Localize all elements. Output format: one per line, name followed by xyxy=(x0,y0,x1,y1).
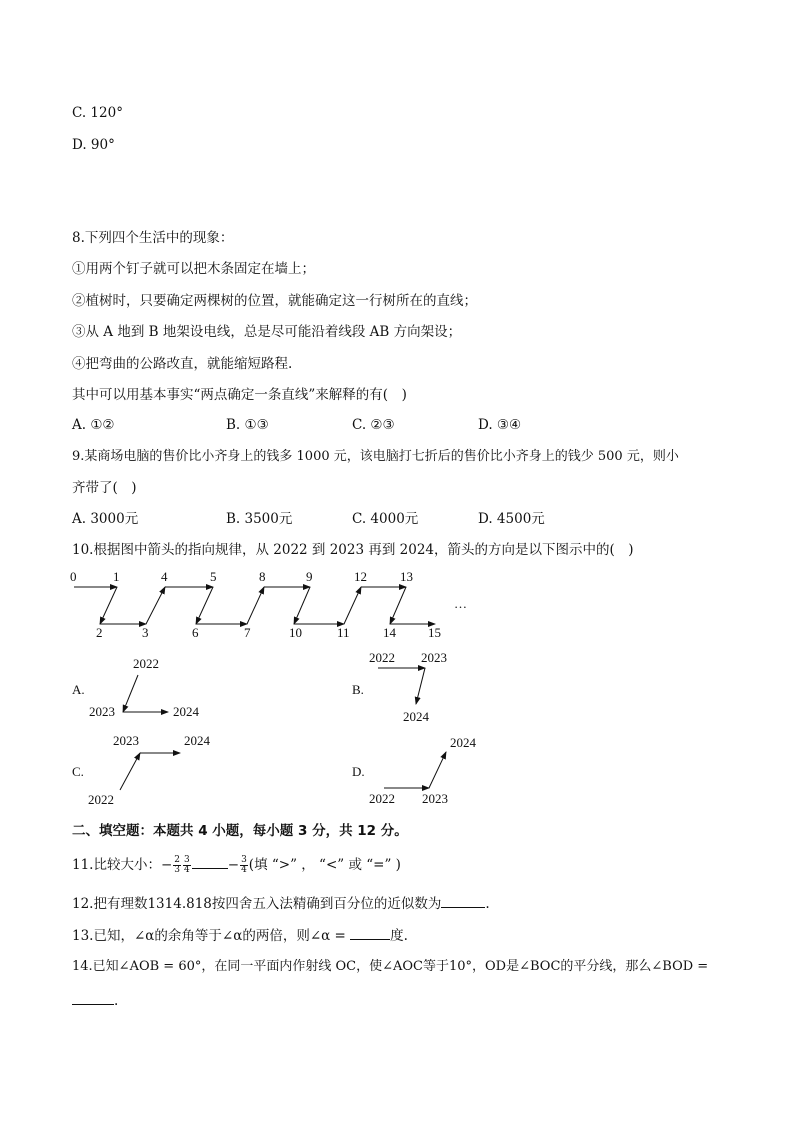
q10-option-c-2023: 2023 xyxy=(113,733,139,748)
pattern-arrows xyxy=(74,587,435,624)
section-2-heading: 二、填空题：本题共 4 小题，每小题 3 分，共 12 分。 xyxy=(72,823,408,839)
q10-option-b-2023: 2023 xyxy=(421,650,447,665)
q12-end: . xyxy=(485,896,490,912)
q10-option-d-letter: D. xyxy=(352,764,365,779)
label-5: 5 xyxy=(210,569,217,584)
arrow-13-14 xyxy=(390,587,406,624)
q11-minus: − xyxy=(227,857,240,873)
q8-item-2: ②植树时，只要确定两棵树的位置，就能确定这一行树所在的直线； xyxy=(72,293,477,309)
label-4: 4 xyxy=(161,569,168,584)
arrow-1-2 xyxy=(100,587,117,624)
q13-answer-blank[interactable] xyxy=(350,925,390,940)
q14-line-2 xyxy=(72,990,118,1010)
q10-option-b-2022: 2022 xyxy=(369,650,395,665)
q10-option-a-2024: 2024 xyxy=(173,704,199,719)
label-15: 15 xyxy=(428,625,441,640)
q12-answer-blank[interactable] xyxy=(441,893,485,908)
label-13: 13 xyxy=(400,569,413,584)
q10-option-a-2023: 2023 xyxy=(89,704,115,719)
q11 xyxy=(72,854,401,875)
q8-item-3: ③从 A 地到 B 地架设电线，总是尽可能沿着线段 AB 方向架设； xyxy=(72,324,462,340)
q8-option-d: D. ③④ xyxy=(478,417,522,433)
label-10: 10 xyxy=(289,625,302,640)
q11-fraction-3: $\frac{3}{4}$ xyxy=(241,855,247,875)
q9-option-a: A. 3000元 xyxy=(72,511,139,527)
q9-line-1: 9.某商场电脑的售价比小齐身上的钱多 1000 元，该电脑打七折后的售价比小齐身上的钱少 500 元，则小 xyxy=(72,449,679,464)
q7-option-d: D. 90° xyxy=(72,137,115,153)
q14-end: . xyxy=(114,993,119,1009)
q10-option-b-2024: 2024 xyxy=(403,709,429,724)
q14-line-1: 14.已知∠AOB = 60°，在同一平面内作射线 OC，使∠AOC等于10°，OD是∠BOC的平分线，那么∠BOD = xyxy=(72,959,709,974)
q13 xyxy=(72,925,408,945)
q8-option-a: A. ①② xyxy=(72,417,115,433)
q8-option-c: C. ②③ xyxy=(352,417,395,433)
q10-option-c-arrows xyxy=(120,753,180,790)
label-11: 11 xyxy=(337,625,350,640)
q10-option-d-2022: 2022 xyxy=(369,791,395,806)
q11-prefix: 11.比较大小：− xyxy=(72,857,173,873)
q10-option-c-letter: C. xyxy=(72,764,84,779)
arrow-9-10 xyxy=(294,587,310,624)
label-9: 9 xyxy=(306,569,313,584)
pattern-ellipsis: … xyxy=(454,596,467,611)
q14-answer-blank[interactable] xyxy=(72,990,114,1005)
q10-option-c-2024: 2024 xyxy=(184,733,210,748)
q10-option-d-2024: 2024 xyxy=(450,735,476,750)
q13-text: 13.已知，∠α的余角等于∠α的两倍，则∠α = xyxy=(72,928,351,944)
q10-stem: 10.根据图中箭头的指向规律，从 2022 到 2023 再到 2024，箭头的方向是以下图示中的( ) xyxy=(72,542,634,558)
q9-line-2: 齐带了( ) xyxy=(72,480,137,496)
q10-option-c-2022: 2022 xyxy=(88,792,114,807)
label-14: 14 xyxy=(383,625,396,640)
label-1: 1 xyxy=(113,569,120,584)
q10-option-a-letter: A. xyxy=(72,682,85,697)
q12-text: 12.把有理数1314.818按四舍五入法精确到百分位的近似数为 xyxy=(72,896,442,912)
q10-option-b-letter: B. xyxy=(352,682,364,697)
q10-option-a-2022: 2022 xyxy=(133,656,159,671)
label-8: 8 xyxy=(259,569,266,584)
q10-option-d-arrows xyxy=(384,752,446,788)
q9-option-b: B. 3500元 xyxy=(226,511,293,527)
q13-end: 度. xyxy=(390,928,408,944)
q8-option-b: B. ①③ xyxy=(226,417,269,433)
label-3: 3 xyxy=(142,625,149,640)
label-12: 12 xyxy=(354,569,367,584)
label-2: 2 xyxy=(96,625,103,640)
q8-item-1: ①用两个钉子就可以把木条固定在墙上； xyxy=(72,261,315,277)
q8-question: 其中可以用基本事实“两点确定一条直线”来解释的有( ) xyxy=(72,387,407,403)
arrow-7-8 xyxy=(247,587,264,624)
label-6: 6 xyxy=(192,625,199,640)
arrow-3-4 xyxy=(146,587,165,624)
q9-option-d: D. 4500元 xyxy=(478,511,545,527)
q10-option-a-arrows xyxy=(123,675,168,712)
q11-suffix: (填 “>” ， “<” 或 “=” ) xyxy=(248,857,401,873)
q12 xyxy=(72,893,490,913)
arrow-11-12 xyxy=(344,587,361,624)
q10-option-d-2023: 2023 xyxy=(422,791,448,806)
q10-option-b-arrows xyxy=(378,668,425,704)
q11-fraction-1: $\frac{2}{3}$ xyxy=(174,855,181,875)
label-0: 0 xyxy=(70,569,77,584)
q11-answer-blank[interactable] xyxy=(192,854,228,869)
q9-option-c: C. 4000元 xyxy=(352,511,419,527)
q11-fraction-2: $\frac{3}{4}$ xyxy=(184,855,190,875)
arrow-5-6 xyxy=(196,587,213,624)
label-7: 7 xyxy=(244,625,251,640)
q7-option-c: C. 120° xyxy=(72,105,123,121)
q8-item-4: ④把弯曲的公路改直，就能缩短路程. xyxy=(72,356,293,372)
q8-stem: 8.下列四个生活中的现象： xyxy=(72,230,234,246)
